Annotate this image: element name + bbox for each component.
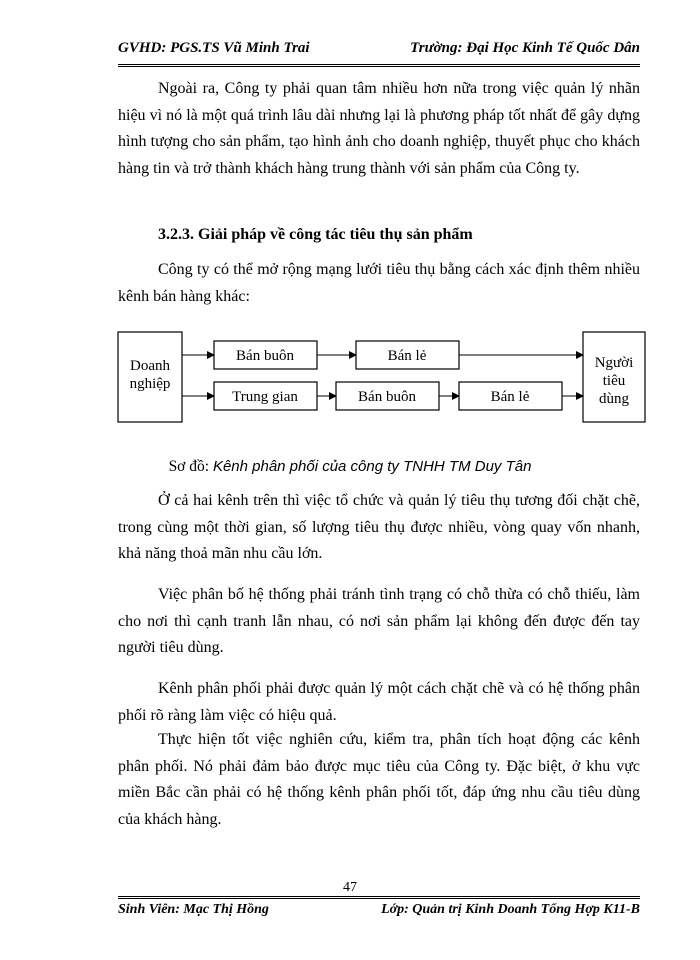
box-ch2-ban-le-label: Bán lẻ — [490, 389, 530, 405]
box-doanh-nghiep-line2: nghiệp — [129, 376, 171, 392]
box-ch1-ban-le-label: Bán lẻ — [387, 348, 427, 364]
box-ch1-ban-buon-label: Bán buôn — [236, 348, 294, 364]
section-heading: 3.2.3. Giải pháp về công tác tiêu thụ sản phẩm — [158, 226, 473, 243]
footer-student: Sinh Viên: Mạc Thị Hồng — [118, 902, 269, 917]
page-footer — [118, 896, 640, 921]
paragraph-expand-network: Công ty có thể mở rộng mạng lưới tiêu thụ bằng cách xác định thêm nhiều kênh bán hàng khác: — [118, 261, 640, 305]
paragraph-brand-management: Ngoài ra, Công ty phải quan tâm nhiều hơn nữa trong việc quản lý nhãn hiệu vì nó là một quá trình lâu dài nhưng lại là phương pháp tốt nhất để gây dựng hình tượng cho sản phẩm, tạo hình ảnh cho doanh nghiệp, thuyết phục cho khách hàng tin và trở thành khách hàng trung thành với sản phẩm của Công ty. — [118, 80, 640, 178]
footer-class: Lớp: Quản trị Kinh Doanh Tổng Hợp K11-B — [381, 902, 640, 917]
box-nguoi-tieu-dung-line1: Người — [594, 355, 634, 371]
box-nguoi-tieu-dung-line3: dùng — [599, 391, 629, 407]
paragraph-distribution-balance: Việc phân bố hệ thống phải tránh tình trạng có chỗ thừa có chỗ thiếu, làm cho nơi thì cạnh tranh lẫn nhau, có nơi sản phẩm lại không đến được đến tay người tiêu dùng. — [118, 586, 640, 657]
box-nguoi-tieu-dung-line2: tiêu — [602, 373, 626, 389]
caption-label: Sơ đồ: — [168, 458, 213, 475]
page-number: 47 — [343, 880, 357, 895]
box-doanh-nghiep-line1: Doanh — [130, 358, 170, 374]
paragraph-channel-research: Thực hiện tốt việc nghiên cứu, kiểm tra, phân tích hoạt động các kênh phân phối. Nó phải đảm bảo được mục tiêu của Công ty. Đặc biệt, ở khu vực miền Bắc cần phải có hệ thống kênh phân phối tốt, đáp ứng nhu cầu tiêu dùng của khách hàng. — [118, 731, 640, 829]
diagram-caption — [0, 458, 700, 476]
box-ch2-trung-gian-label: Trung gian — [232, 389, 298, 405]
header-university: Trường: Đại Học Kinh Tế Quốc Dân — [410, 40, 640, 56]
paragraph-channel-management: Kênh phân phối phải được quản lý một cách chặt chẽ và có hệ thống phân phối rõ ràng làm việc có hiệu quả. — [118, 680, 640, 724]
caption-title: Kênh phân phối của công ty TNHH TM Duy Tân — [212, 458, 532, 475]
paragraph-channel-control: Ở cả hai kênh trên thì việc tổ chức và quản lý tiêu thụ tương đối chặt chẽ, trong cùng một thời gian, số lượng tiêu thụ được nhiều, vòng quay vốn nhanh, khả năng thoả mãn nhu cầu lớn. — [118, 492, 640, 563]
header-supervisor: GVHD: PGS.TS Vũ Minh Trai — [118, 40, 310, 56]
box-ch2-ban-buon-label: Bán buôn — [358, 389, 416, 405]
